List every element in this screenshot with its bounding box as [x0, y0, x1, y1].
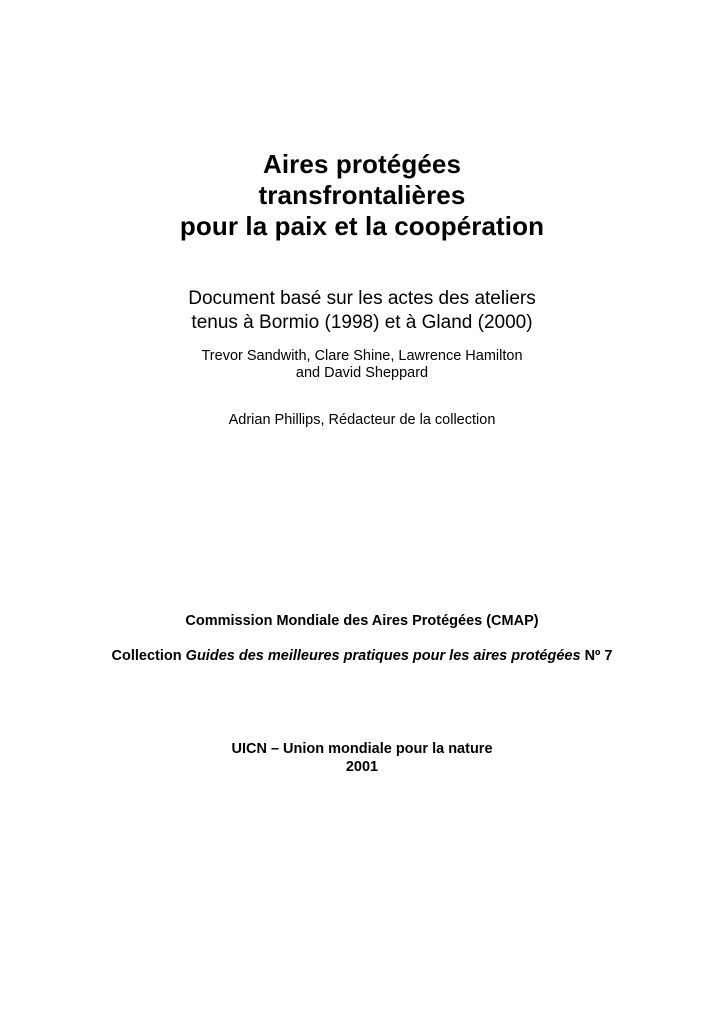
- publisher-name: UICN – Union mondiale pour la nature: [231, 741, 493, 757]
- collection-number: Nº 7: [580, 648, 613, 664]
- subtitle-line-2: tenus à Bormio (1998) et à Gland (2000): [191, 312, 533, 333]
- series-editor: Adrian Phillips, Rédacteur de la collection: [228, 412, 496, 428]
- collection-line: [0, 649, 724, 664]
- authors-line-2: and David Sheppard: [295, 365, 429, 381]
- collection-prefix: Collection: [111, 648, 186, 664]
- subtitle-line-1: Document basé sur les actes des ateliers: [188, 288, 536, 309]
- authors-line-1: Trevor Sandwith, Clare Shine, Lawrence Hamilton: [201, 348, 523, 364]
- publication-year: 2001: [345, 759, 379, 775]
- commission-name: Commission Mondiale des Aires Protégées (CMAP): [185, 613, 539, 629]
- title-line-2: transfrontalières: [258, 180, 466, 210]
- title-line-1: Aires protégées: [262, 149, 462, 179]
- title-line-3: pour la paix et la coopération: [179, 211, 545, 241]
- collection-series-title: Guides des meilleures pratiques pour les aires protégées: [185, 648, 581, 664]
